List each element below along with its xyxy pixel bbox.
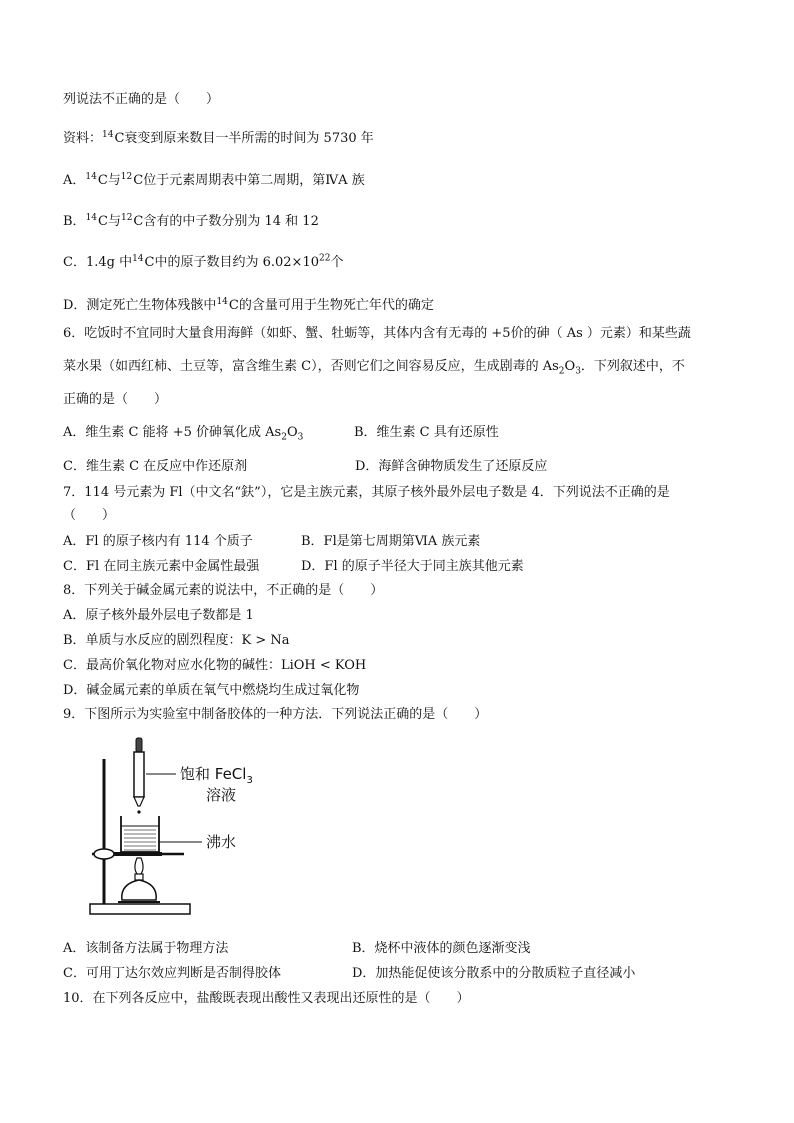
label-boiling-water: 沸水: [206, 833, 237, 851]
q8-stem: 8．下列关于碱金属元素的说法中，不正确的是（ ）: [63, 583, 384, 598]
q5-option-c[interactable]: C．1.4g 中$^{14}$C中的原子数目约为 $6.02\times 10^{22}$个: [63, 253, 344, 270]
q6-option-d[interactable]: D．海鲜含砷物质发生了还原反应: [355, 459, 548, 474]
stand-base: [90, 904, 190, 914]
q9-stem: 9．下图所示为实验室中制备胶体的一种方法．下列说法正确的是（ ）: [63, 707, 488, 722]
dropper-bulb: [136, 738, 142, 752]
q8-option-d[interactable]: D．碱金属元素的单质在氧气中燃烧均生成过氧化物: [63, 683, 360, 698]
material-note: 资料：$^{14}$C衰变到原来数目一半所需的时间为 5730 年: [63, 130, 374, 146]
q7-option-c[interactable]: C．Fl 在同主族元素中金属性最强: [63, 559, 260, 574]
q10-stem: 10．在下列各反应中，盐酸既表现出酸性又表现出还原性的是（ ）: [63, 991, 470, 1006]
alcohol-lamp: [122, 880, 156, 900]
label-solution: 溶液: [206, 786, 237, 804]
q6-option-c[interactable]: C．维生素 C 在反应中作还原剂: [63, 459, 248, 474]
q6-stem-line2: 菜水果（如西红柿、土豆等，富含维生素 C），否则它们之间容易反应，生成剧毒的 $As_2O_3$．下列叙述中，不: [63, 359, 685, 377]
colloid-apparatus-figure: [84, 734, 344, 924]
q6-stem-line1: 6．吃饭时不宜同时大量食用海鲜（如虾、蟹、牡蛎等，其体内含有无毒的 +5价的砷（ As ）元素）和某些蔬: [63, 326, 691, 341]
question-continuation: 列说法不正确的是（ ）: [63, 92, 220, 107]
q7-option-a[interactable]: A．Fl 的原子核内有 114 个质子: [63, 534, 253, 549]
q7-stem-line1: 7．114 号元素为 Fl（中文名“鈇”），它是主族元素，其原子核外最外层电子数是 4．下列说法不正确的是: [63, 485, 670, 500]
q7-option-d[interactable]: D．Fl 的原子半径大于同主族其他元素: [301, 559, 524, 574]
q5-option-b[interactable]: B．$^{14}$C与$^{12}$C含有的中子数分别为 14 和 12: [63, 213, 319, 229]
drop: [137, 810, 140, 813]
q8-option-b[interactable]: B．单质与水反应的剧烈程度：K > Na: [63, 633, 290, 648]
q9-option-d[interactable]: D．加热能促使该分散系中的分散质粒子直径减小: [352, 966, 636, 981]
dropper-tube: [134, 752, 144, 797]
clamp: [94, 849, 114, 859]
label-fecl3: 饱和 FeCl$_3$: [180, 765, 253, 786]
q6-option-a[interactable]: A．维生素 C 能将 +5 价砷氧化成 $As_2O_3$: [63, 425, 304, 443]
q8-option-a[interactable]: A．原子核外最外层电子数都是 1: [63, 608, 254, 623]
q7-option-b[interactable]: B．Fl是第七周期第ⅥA 族元素: [301, 534, 481, 549]
q9-option-b[interactable]: B．烧杯中液体的颜色逐渐变浅: [352, 941, 531, 956]
q5-option-d[interactable]: D．测定死亡生物体残骸中$^{14}$C的含量可用于生物死亡年代的确定: [63, 297, 434, 313]
q7-stem-line2: （ ）: [63, 508, 116, 523]
q6-option-b[interactable]: B．维生素 C 具有还原性: [354, 425, 499, 440]
q8-option-c[interactable]: C．最高价氧化物对应水化物的碱性：LiOH < KOH: [63, 658, 367, 673]
flame: [135, 858, 143, 876]
q6-stem-line3: 正确的是（ ）: [63, 392, 168, 407]
q5-option-a[interactable]: A．$^{14}$C与$^{12}$C位于元素周期表中第二周期，第ⅣA 族: [63, 172, 365, 188]
q9-option-a[interactable]: A．该制备方法属于物理方法: [63, 941, 229, 956]
q9-option-c[interactable]: C．可用丁达尔效应判断是否制得胶体: [63, 966, 281, 981]
